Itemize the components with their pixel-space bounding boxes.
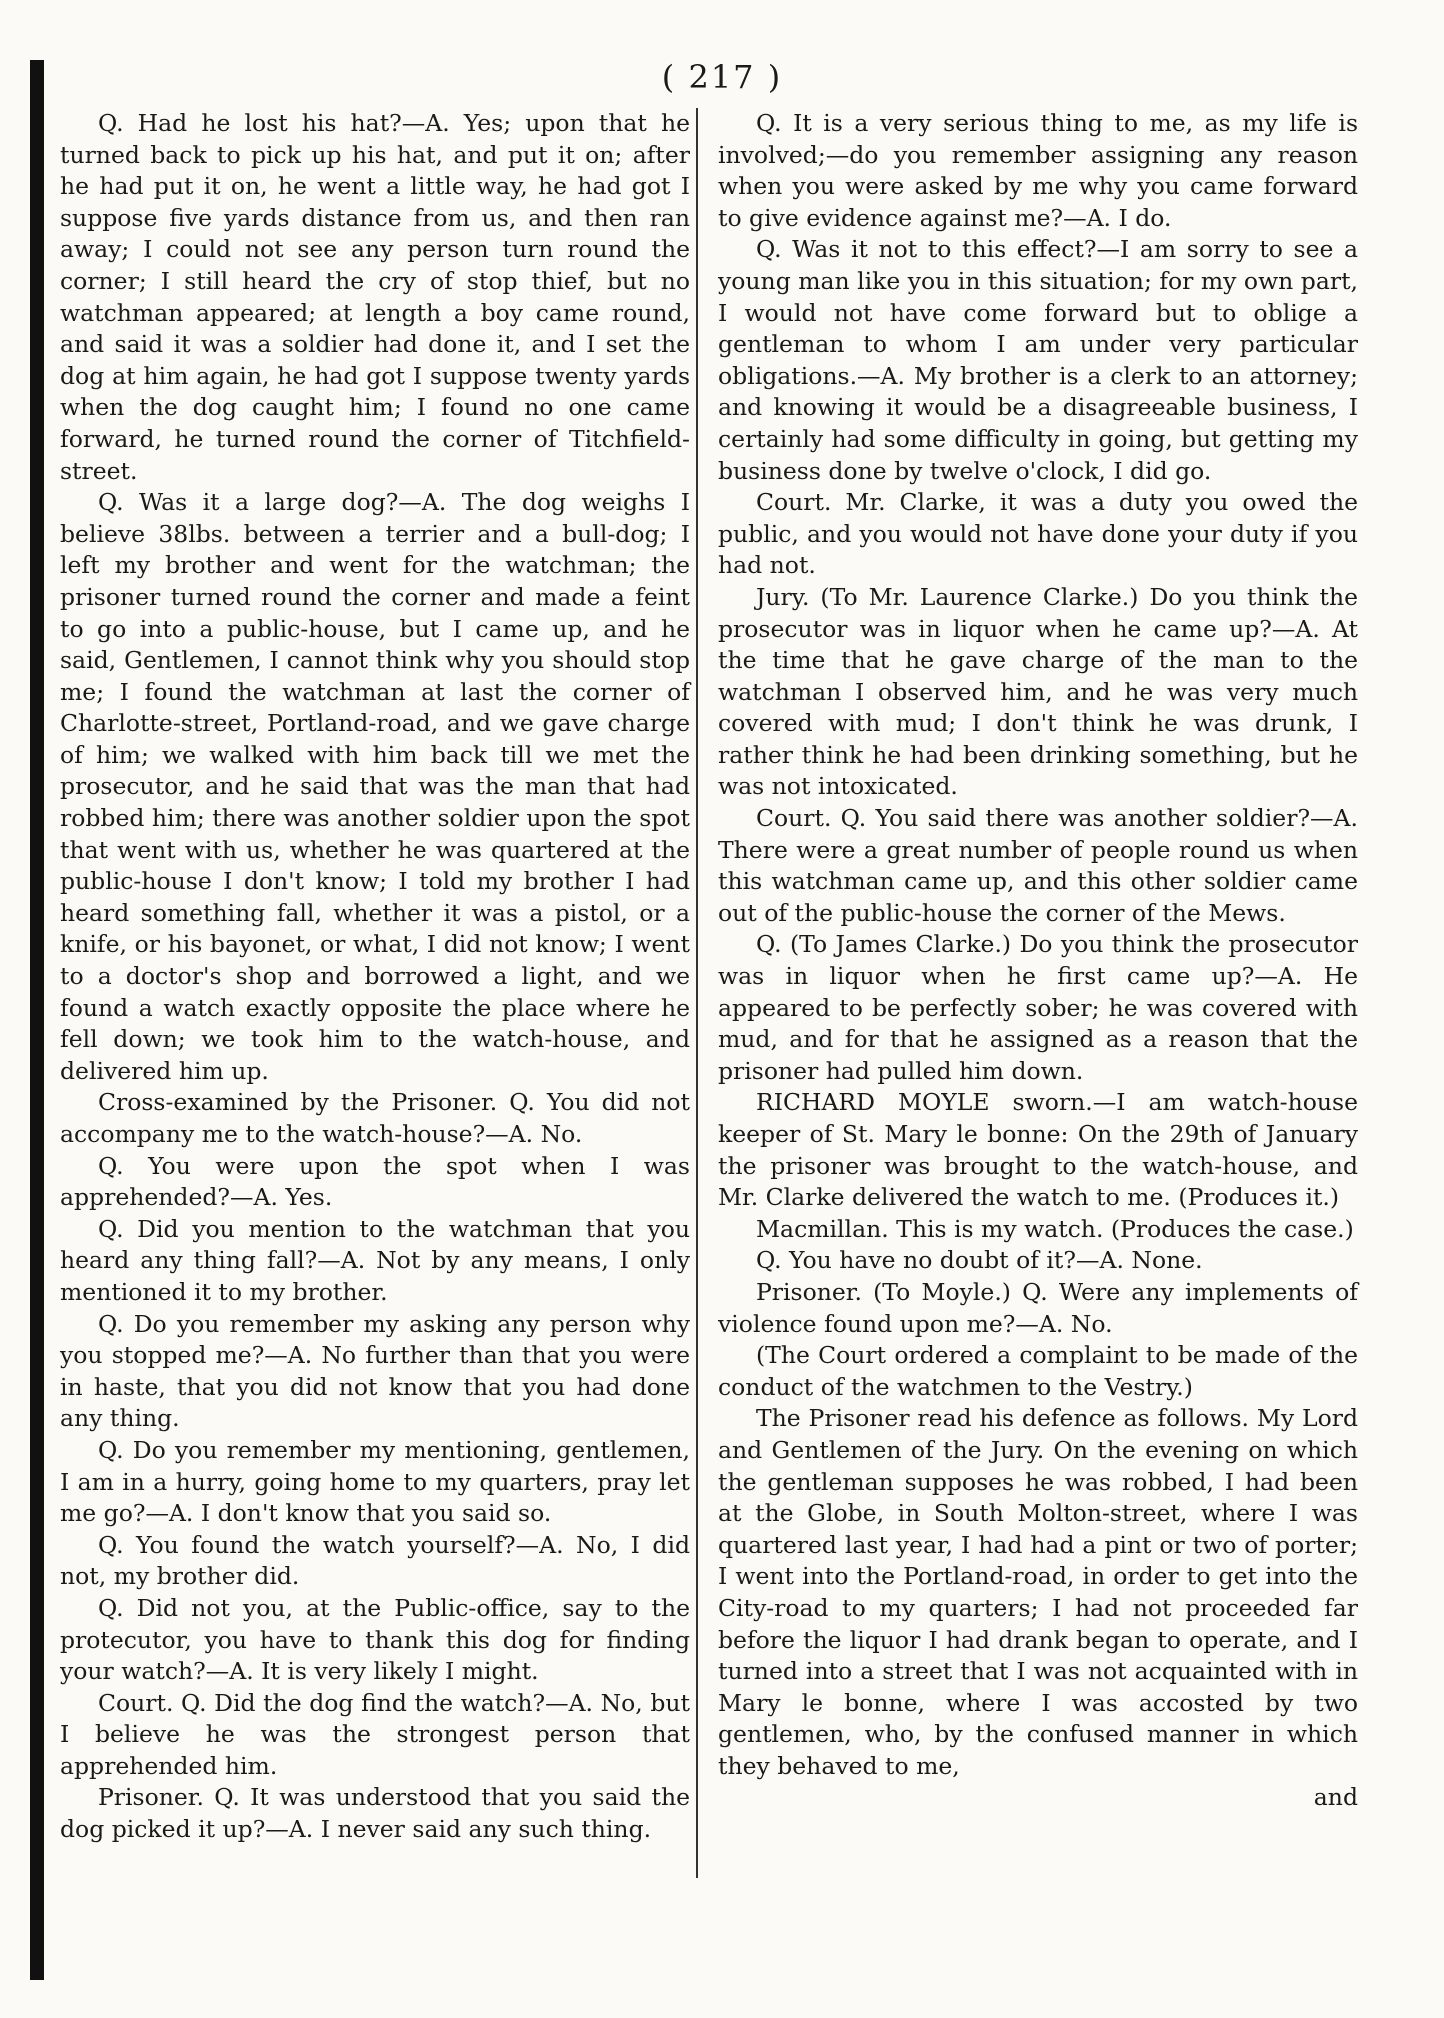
paragraph: Q. Was it a large dog?—A. The dog weighs I believe 38lbs. between a terrier and a bull-dog; I left my brother and went for the watchman; the prisoner turned round the corner and made a feint to go into a public-house, but I came up, and he said, Gentlemen, I cannot think why you should stop me; I found the watchman at last the corner of Charlotte-street, Portland-road, and we gave charge of him; we walked with him back till we met the prosecutor, and he said that was the man that had robbed him; there was another soldier upon the spot that went with us, whether he was quartered at the public-house I don't know; I told my brother I had heard something fall, whether it was a pistol, or a knife, or his bayonet, or what, I did not know; I went to a doctor's shop and borrowed a light, and we found a watch exactly opposite the place where he fell down; we took him to the watch-house, and delivered him up. — [60, 488, 690, 1085]
paragraph: Q. You found the watch yourself?—A. No, I did not, my brother did. — [60, 1530, 690, 1591]
paragraph: Q. Did you mention to the watchman that you heard any thing fall?—A. Not by any means, I only mentioned it to my brother. — [60, 1214, 690, 1306]
paragraph: Prisoner. Q. It was understood that you said the dog picked it up?—A. I never said any such thing. — [60, 1783, 690, 1844]
page-number: ( 217 ) — [661, 58, 783, 96]
paragraph: Prisoner. (To Moyle.) Q. Were any implements of violence found upon me?—A. No. — [718, 1277, 1358, 1338]
paragraph: Court. Q. Did the dog find the watch?—A. No, but I believe he was the strongest person that apprehended him. — [60, 1688, 690, 1780]
paragraph: Macmillan. This is my watch. (Produces the case.) — [756, 1214, 1354, 1243]
paragraph: Q. Do you remember my asking any person why you stopped me?—A. No further than that you were in haste, that you did not know that you had done any thing. — [60, 1309, 690, 1433]
binding-edge — [30, 60, 44, 1980]
paragraph: (The Court ordered a complaint to be made of the conduct of the watchmen to the Vestry.) — [718, 1341, 1358, 1401]
paragraph: Cross-examined by the Prisoner. Q. You did not accompany me to the watch-house?—A. No. — [60, 1088, 690, 1148]
paragraph: Q. Was it not to this effect?—I am sorry to see a young man like you in this situation; for my own part, I would not have come forward but to oblige a gentleman to whom I am under very particular obligations.—A. My brother is a clerk to an attorney; and knowing it would be a disagreeable business, I certainly had some difficulty in going, but getting my business done by twelve o'clock, I did go. — [718, 235, 1358, 485]
right-column — [718, 108, 1358, 1814]
left-column — [60, 108, 690, 1846]
paragraph: Q. Had he lost his hat?—A. Yes; upon that he turned back to pick up his hat, and put it on; after he had put it on, he went a little way, he had got I suppose five yards distance from us, and then ran away; I could not see any person turn round the corner; I still heard the cry of stop thief, but no watchman appeared; at length a boy came round, and said it was a soldier had done it, and I set the dog at him again, he had got I suppose twenty yards when the dog caught him; I found no one came forward, he turned round the corner of Titchfield-street. — [60, 109, 690, 485]
paragraph: Q. Did not you, at the Public-office, say to the protecutor, you have to thank this dog for finding your watch?—A. It is very likely I might. — [60, 1593, 690, 1686]
paragraph: Q. You were upon the spot when I was apprehended?—A. Yes. — [60, 1151, 690, 1212]
paragraph: Q. (To James Clarke.) Do you think the prosecutor was in liquor when he first came up?—A. He appeared to be perfectly sober; he was covered with mud, and for that he assigned as a reason that the prisoner had pulled him down. — [718, 930, 1358, 1085]
paragraph: Jury. (To Mr. Laurence Clarke.) Do you think the prosecutor was in liquor when he came up?—A. At the time that he gave charge of the man to the watchman I observed him, and he was very much covered with mud; I don't think he was drunk, I rather think he had been drinking something, but he was not intoxicated. — [718, 582, 1358, 801]
paragraph: Court. Q. You said there was another soldier?—A. There were a great number of people round us when this watchman came up, and this other soldier came out of the public-house the corner of the Mews. — [718, 804, 1358, 927]
paragraph: Q. Do you remember my mentioning, gentlemen, I am in a hurry, going home to my quarters, pray let me go?—A. I don't know that you said so. — [60, 1435, 690, 1528]
paragraph: RICHARD MOYLE sworn.—I am watch-house keeper of St. Mary le bonne: On the 29th of January the prisoner was brought to the watch-house, and Mr. Clarke delivered the watch to me. (Produces it.) — [718, 1088, 1358, 1212]
paragraph: Q. You have no doubt of it?—A. None. — [756, 1246, 1203, 1275]
catchword: and — [1313, 1783, 1358, 1812]
paragraph: Q. It is a very serious thing to me, as my life is involved;—do you remember assigning any reason when you were asked by me why you came forward to give evidence against me?—A. I do. — [718, 109, 1358, 232]
paragraph: Court. Mr. Clarke, it was a duty you owed the public, and you would not have done your duty if you had not. — [718, 488, 1358, 580]
paragraph: The Prisoner read his defence as follows. My Lord and Gentlemen of the Jury. On the evening on which the gentleman supposes he was robbed, I had been at the Globe, in South Molton-street, where I was quartered last year, I had had a pint or two of porter; I went into the Portland-road, in order to get into the City-road to my quarters; I had not proceeded far before the liquor I had drank began to operate, and I turned into a street that I was not acquainted with in Mary le bonne, where I was accosted by two gentlemen, who, by the confused manner in which they behaved to me, — [718, 1404, 1358, 1780]
column-divider — [696, 108, 698, 1878]
